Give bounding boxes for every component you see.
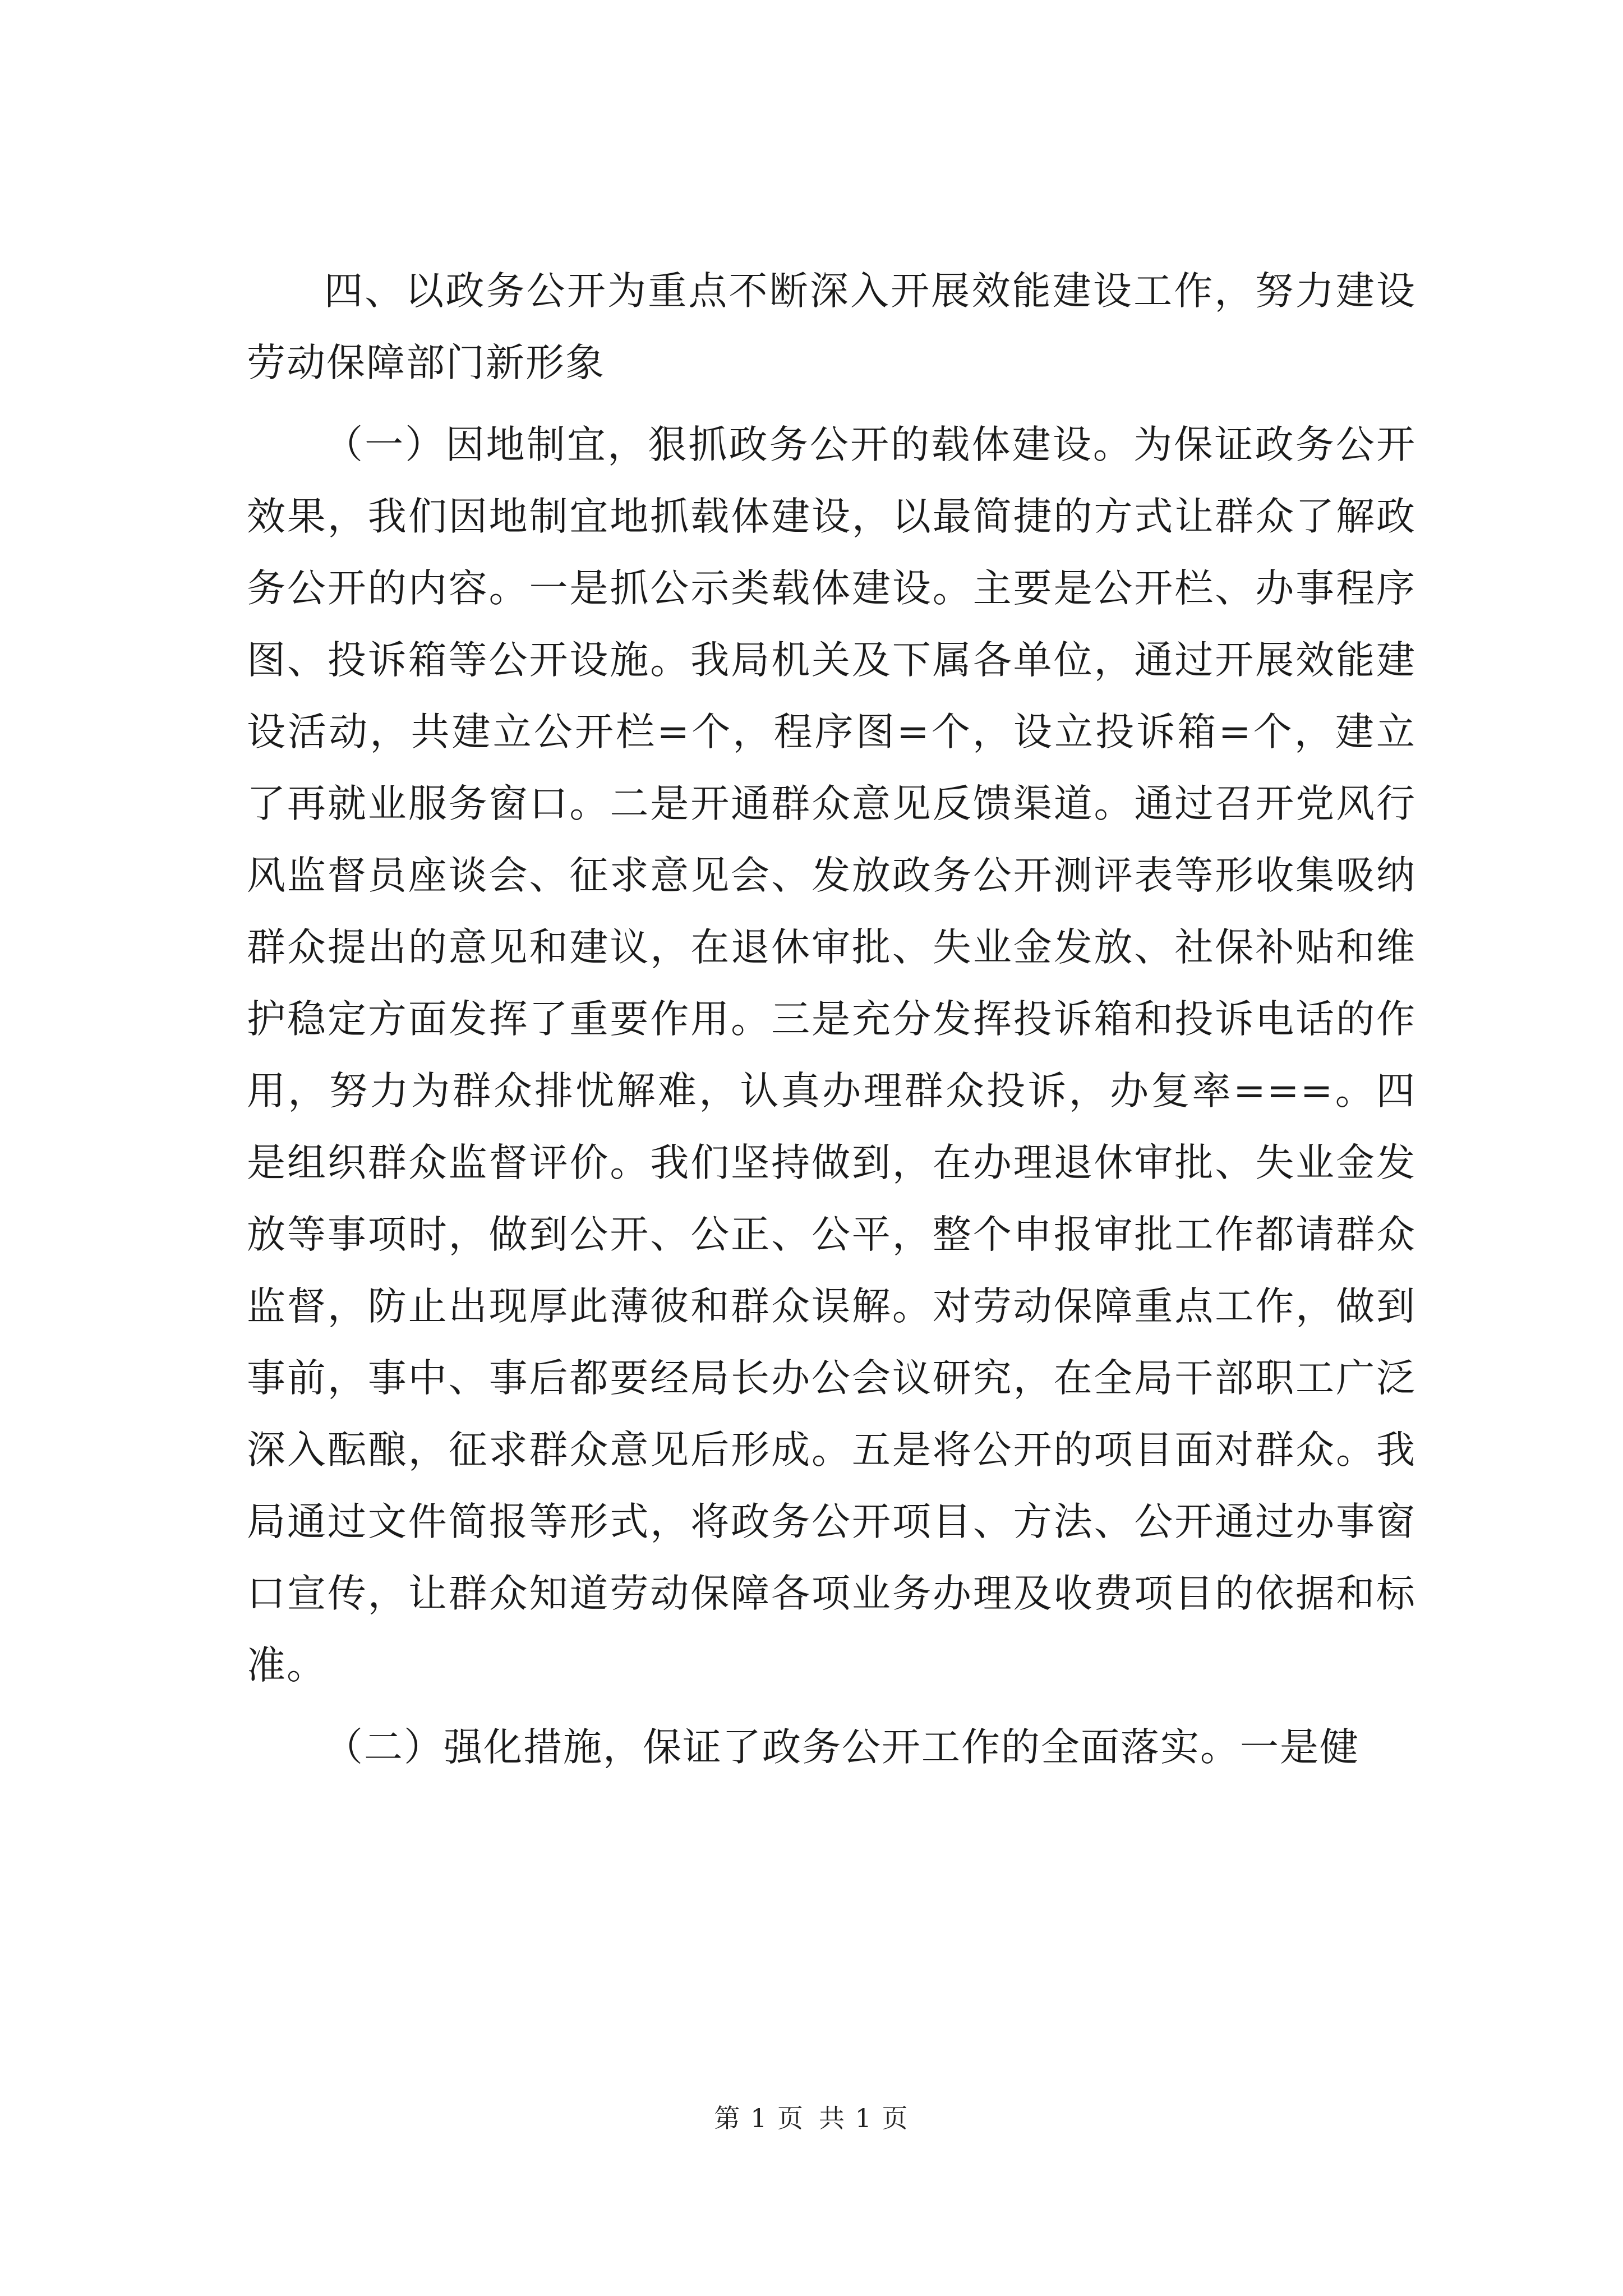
section-heading: 四、以政务公开为重点不断深入开展效能建设工作，努力建设劳动保障部门新形象 — [247, 269, 1416, 385]
paragraph-strengthen-measures: （二）强化措施，保证了政务公开工作的全面落实。一是健 — [324, 1725, 1359, 1770]
page-number: 第 1 页 — [714, 2103, 804, 2133]
page-total: 共 1 页 — [819, 2103, 909, 2133]
page-footer — [0, 2098, 1623, 2135]
paragraph-carrier-construction: （一）因地制宜，狠抓政务公开的载体建设。为保证政务公开效果，我们因地制宜地抓载体建设，以最简捷的方式让群众了解政务公开的内容。一是抓公示类载体建设。主要是公开栏、办事程序图、投诉箱等公开设施。我局机关及下属各单位，通过开展效能建设活动，共建立公开栏=个，程序图=个，设立投诉箱=个，建立了再就业服务窗口。二是开通群众意见反馈渠道。通过召开党风行风监督员座谈会、征求意见会、发放政务公开测评表等形收集吸纳群众提出的意见和建议，在退休审批、失业金发放、社保补贴和维护稳定方面发挥了重要作用。三是充分发挥投诉箱和投诉电话的作用，努力为群众排忧解难，认真办理群众投诉，办复率===。四是组织群众监督评价。我们坚持做到，在办理退休审批、失业金发放等事项时，做到公开、公正、公平，整个申报审批工作都请群众监督，防止出现厚此薄彼和群众误解。对劳动保障重点工作，做到事前，事中、事后都要经局长办公会议研究，在全局干部职工广泛深入酝酿，征求群众意见后形成。五是将公开的项目面对群众。我局通过文件简报等形式，将政务公开项目、方法、公开通过办事窗口宣传，让群众知道劳动保障各项业务办理及收费项目的依据和标准。 — [247, 422, 1416, 1688]
document-body — [247, 255, 1416, 1793]
